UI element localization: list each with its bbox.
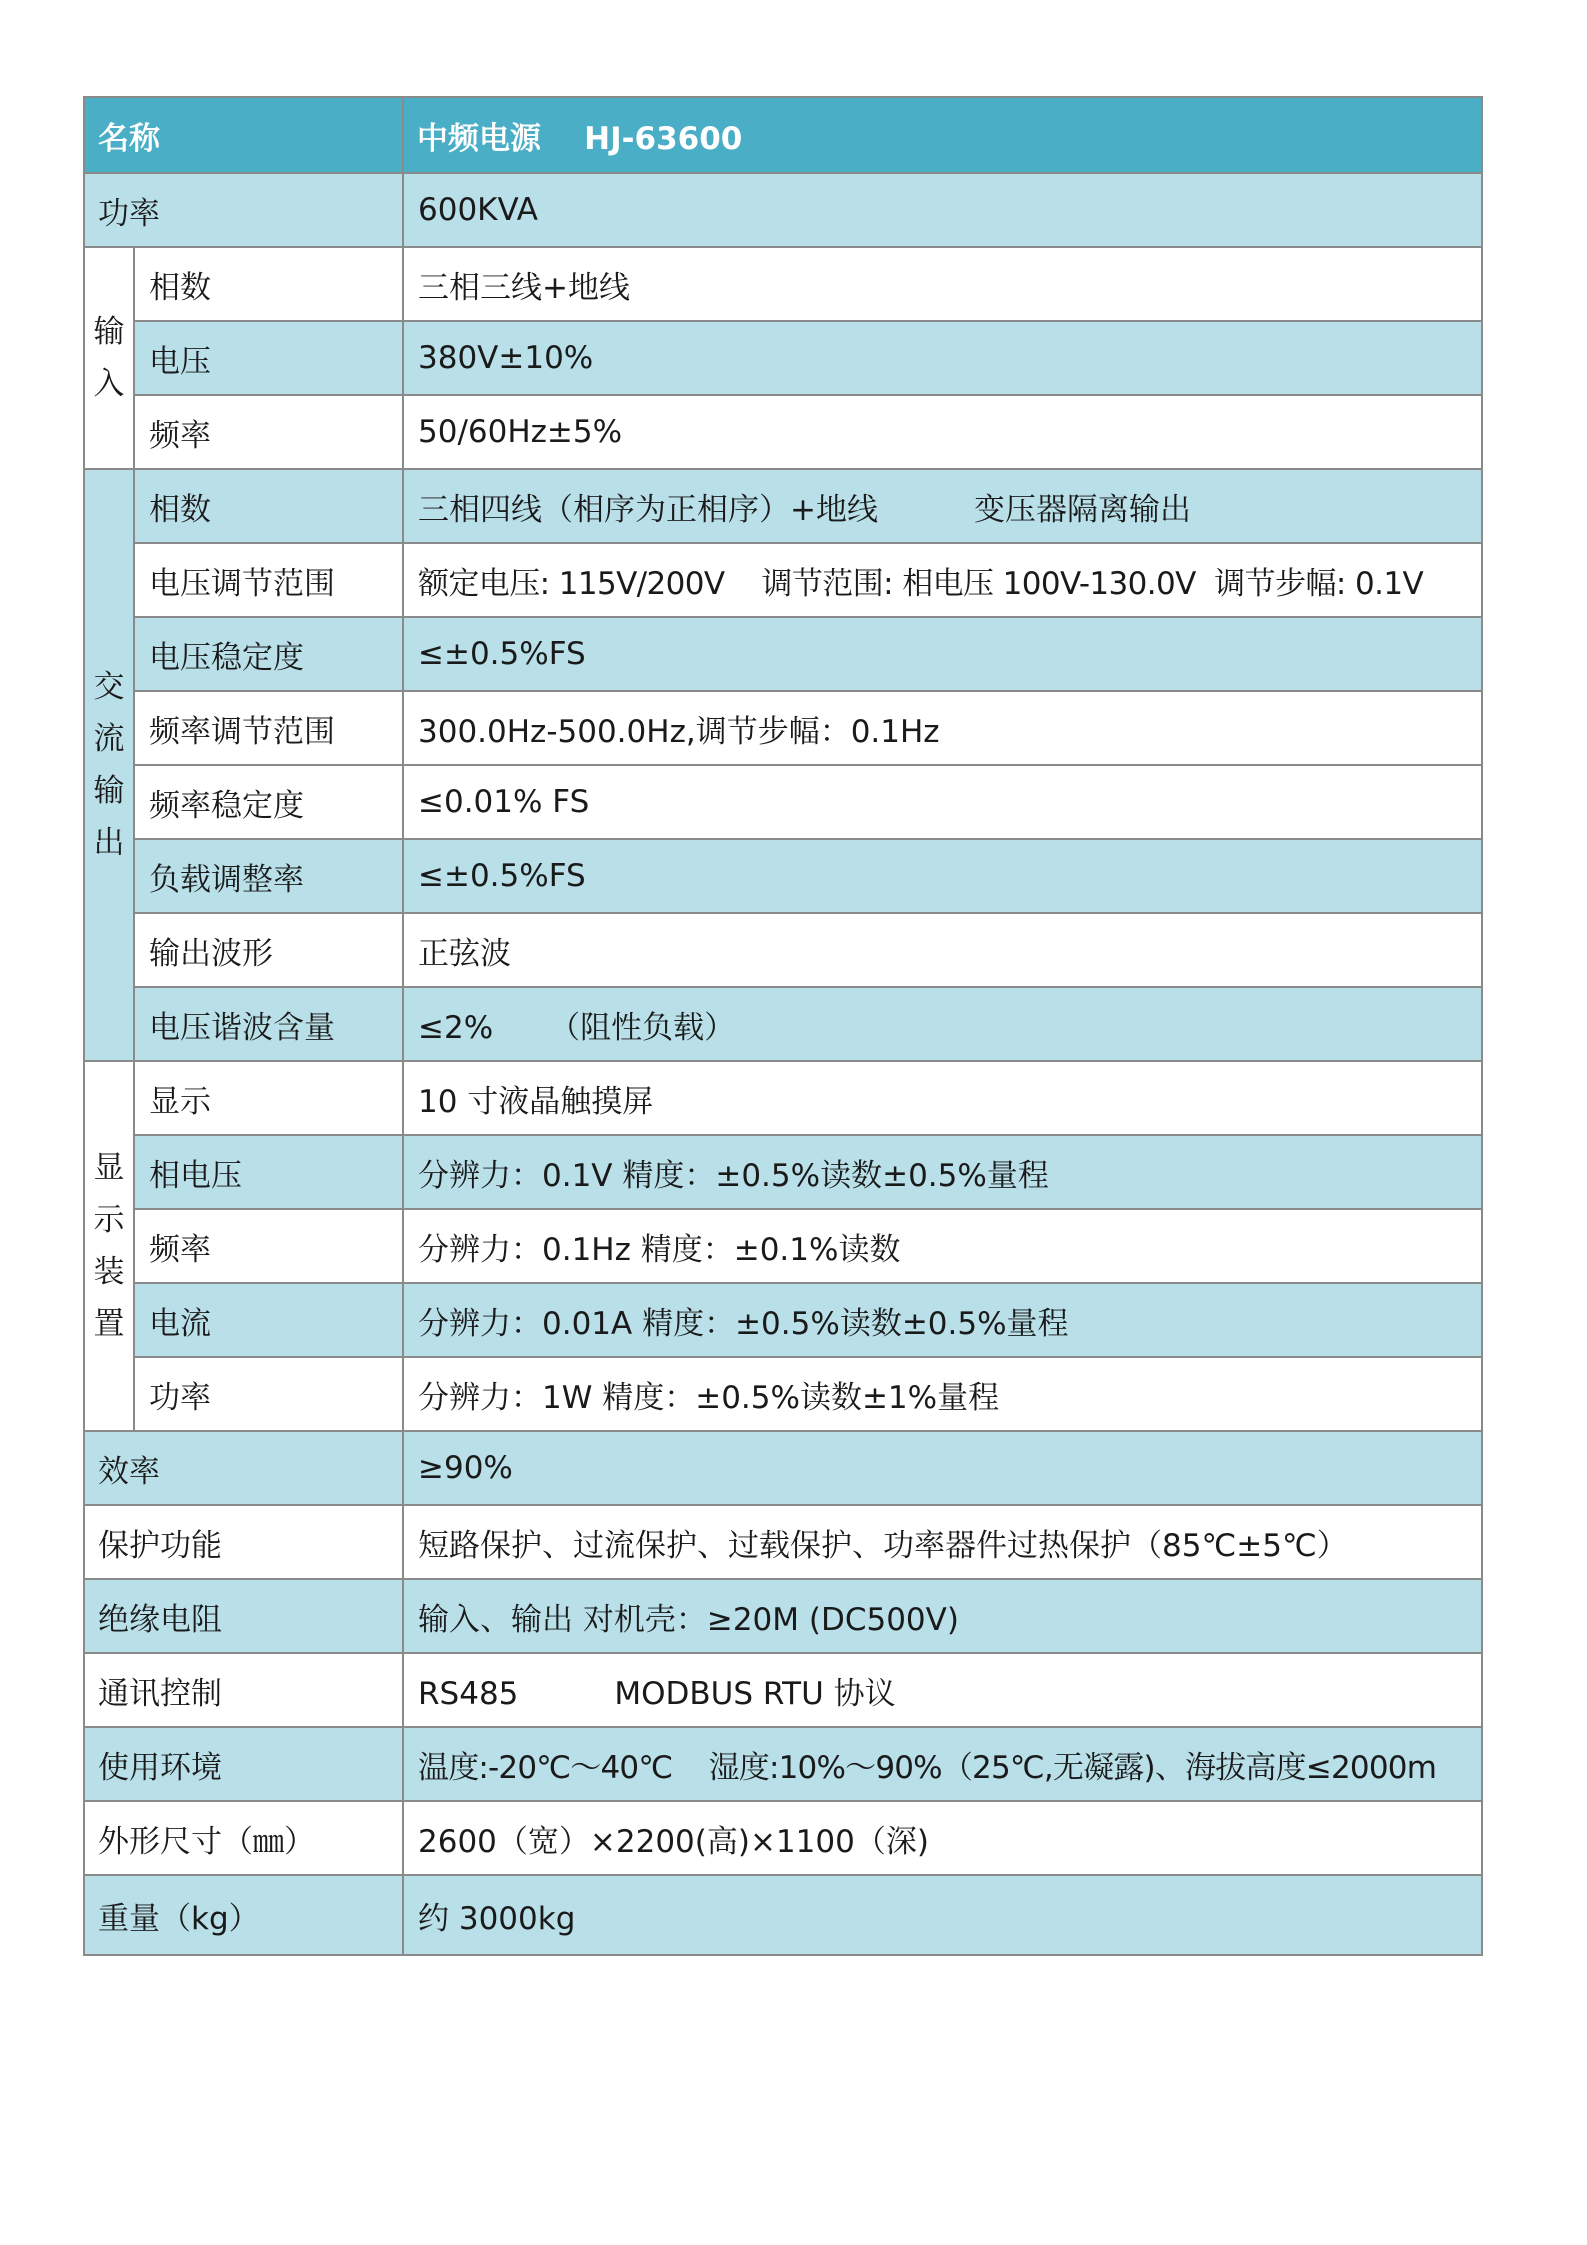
row-label: 电压调节范围 xyxy=(134,543,403,617)
row-label: 频率 xyxy=(134,1209,403,1283)
row-value: 分辨力：0.1Hz 精度：±0.1%读数 xyxy=(403,1209,1482,1283)
group-label-ac-output: 交流输出 xyxy=(84,469,134,1061)
table-row xyxy=(84,617,1482,691)
row-label: 重量（kg） xyxy=(84,1875,403,1955)
row-value: 10 寸液晶触摸屏 xyxy=(403,1061,1482,1135)
row-label: 保护功能 xyxy=(84,1505,403,1579)
table-row xyxy=(84,173,1482,247)
group-label-display: 显示装置 xyxy=(84,1061,134,1431)
table-row xyxy=(84,1875,1482,1955)
row-label: 效率 xyxy=(84,1431,403,1505)
row-value: ≤±0.5%FS xyxy=(403,839,1482,913)
group-label-input: 输入 xyxy=(84,247,134,469)
row-value xyxy=(403,469,1482,543)
table-row xyxy=(84,839,1482,913)
row-value: 2600（宽）×2200(高)×1100（深) xyxy=(403,1801,1482,1875)
row-value: 短路保护、过流保护、过载保护、功率器件过热保护（85℃±5℃） xyxy=(403,1505,1482,1579)
table-row xyxy=(84,987,1482,1061)
table-row xyxy=(84,1135,1482,1209)
table-row xyxy=(84,321,1482,395)
row-value: 约 3000kg xyxy=(403,1875,1482,1955)
header-model-cell: 中频电源 HJ-63600 xyxy=(403,97,1482,173)
row-value: 300.0Hz-500.0Hz,调节步幅：0.1Hz xyxy=(403,691,1482,765)
row-label: 相数 xyxy=(134,247,403,321)
row-value: 正弦波 xyxy=(403,913,1482,987)
table-row xyxy=(84,1579,1482,1653)
table-row xyxy=(84,1801,1482,1875)
row-label: 使用环境 xyxy=(84,1727,403,1801)
table-row xyxy=(84,765,1482,839)
table-row xyxy=(84,1357,1482,1431)
row-value-main: 三相四线（相序为正相序）+地线 xyxy=(418,491,878,528)
table-row xyxy=(84,913,1482,987)
row-value-main: ≤2% xyxy=(418,1009,494,1046)
row-value: 50/60Hz±5% xyxy=(403,395,1482,469)
row-value-main: RS485 xyxy=(418,1675,519,1712)
row-label: 频率调节范围 xyxy=(134,691,403,765)
row-value: 输入、输出 对机壳：≥20M (DC500V) xyxy=(403,1579,1482,1653)
row-label: 绝缘电阻 xyxy=(84,1579,403,1653)
row-value: 分辨力：0.01A 精度：±0.5%读数±0.5%量程 xyxy=(403,1283,1482,1357)
row-value: 600KVA xyxy=(403,173,1482,247)
row-value xyxy=(403,1653,1482,1727)
row-value-extra: MODBUS RTU 协议 xyxy=(614,1675,896,1712)
row-value: ≥90% xyxy=(403,1431,1482,1505)
table-row xyxy=(84,543,1482,617)
row-value: 分辨力：1W 精度：±0.5%读数±1%量程 xyxy=(403,1357,1482,1431)
row-label: 频率稳定度 xyxy=(134,765,403,839)
row-label: 电压稳定度 xyxy=(134,617,403,691)
header-name-cell: 名称 xyxy=(84,97,403,173)
table-row xyxy=(84,1727,1482,1801)
row-value: 380V±10% xyxy=(403,321,1482,395)
row-value: ≤±0.5%FS xyxy=(403,617,1482,691)
row-value: 分辨力：0.1V 精度：±0.5%读数±0.5%量程 xyxy=(403,1135,1482,1209)
row-label: 输出波形 xyxy=(134,913,403,987)
row-label: 负载调整率 xyxy=(134,839,403,913)
table-row xyxy=(84,469,1482,543)
table-row xyxy=(84,1061,1482,1135)
table-row xyxy=(84,395,1482,469)
row-value: 三相三线+地线 xyxy=(403,247,1482,321)
row-label: 频率 xyxy=(134,395,403,469)
row-value-extra: 变压器隔离输出 xyxy=(973,491,1191,528)
row-label: 外形尺寸（㎜） xyxy=(84,1801,403,1875)
row-label: 显示 xyxy=(134,1061,403,1135)
table-header-row xyxy=(84,97,1482,173)
table-row xyxy=(84,1209,1482,1283)
table-row xyxy=(84,691,1482,765)
row-label: 功率 xyxy=(84,173,403,247)
row-label: 电流 xyxy=(134,1283,403,1357)
row-label: 功率 xyxy=(134,1357,403,1431)
row-value xyxy=(403,987,1482,1061)
spec-table xyxy=(83,96,1483,1956)
row-label: 电压谐波含量 xyxy=(134,987,403,1061)
row-value-extra: （阻性负载） xyxy=(549,1009,736,1046)
table-row xyxy=(84,1431,1482,1505)
row-label: 电压 xyxy=(134,321,403,395)
row-value: 温度:-20℃～40℃ 湿度:10%～90%（25℃,无凝露)、海拔高度≤2000m xyxy=(403,1727,1482,1801)
row-value: 额定电压: 115V/200V 调节范围: 相电压 100V-130.0V 调节步幅: 0.1V xyxy=(403,543,1482,617)
table-row xyxy=(84,1653,1482,1727)
table-row xyxy=(84,1283,1482,1357)
row-value: ≤0.01% FS xyxy=(403,765,1482,839)
row-label: 相电压 xyxy=(134,1135,403,1209)
row-label: 通讯控制 xyxy=(84,1653,403,1727)
row-label: 相数 xyxy=(134,469,403,543)
table-row xyxy=(84,1505,1482,1579)
table-row xyxy=(84,247,1482,321)
